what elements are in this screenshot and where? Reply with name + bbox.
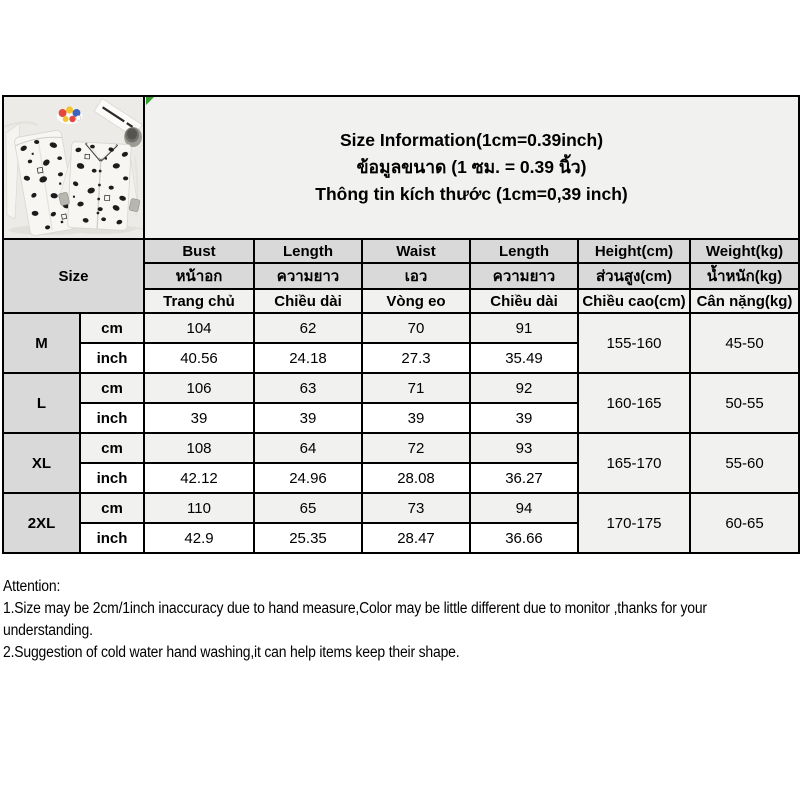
size-label-m: M [3, 313, 80, 373]
value-2xl-waist-cm: 73 [362, 493, 470, 523]
value-m-length2-inch: 35.49 [470, 343, 578, 373]
unit-label-cm: cm [80, 373, 144, 403]
unit-label-cm: cm [80, 433, 144, 463]
value-2xl-length-inch: 25.35 [254, 523, 362, 553]
unit-label-cm: cm [80, 493, 144, 523]
size-label-l: L [3, 373, 80, 433]
value-m-bust-inch: 40.56 [144, 343, 254, 373]
unit-label-cm: cm [80, 313, 144, 343]
column-header-length2-en: Length [470, 239, 578, 263]
header-row-english [3, 239, 799, 263]
size-label-xl: XL [3, 433, 80, 493]
column-header-weight-vi: Cân nặng(kg) [690, 289, 799, 313]
value-l-weight-range: 50-55 [690, 373, 799, 433]
attention-line-2: 2.Suggestion of cold water hand washing,it can help items keep their shape. [3, 644, 460, 661]
unit-label-inch: inch [80, 523, 144, 553]
value-2xl-length2-cm: 94 [470, 493, 578, 523]
value-xl-length2-inch: 36.27 [470, 463, 578, 493]
column-header-waist-en: Waist [362, 239, 470, 263]
value-m-length2-cm: 91 [470, 313, 578, 343]
value-l-length2-cm: 92 [470, 373, 578, 403]
product-photo-cell [3, 96, 144, 239]
value-m-waist-inch: 27.3 [362, 343, 470, 373]
attention-heading: Attention: [3, 578, 61, 595]
value-m-bust-cm: 104 [144, 313, 254, 343]
size-label-2xl: 2XL [3, 493, 80, 553]
column-header-waist-vi: Vòng eo [362, 289, 470, 313]
value-2xl-bust-cm: 110 [144, 493, 254, 523]
value-m-waist-cm: 70 [362, 313, 470, 343]
unit-label-inch: inch [80, 463, 144, 493]
attention-note [3, 576, 795, 664]
unit-label-inch: inch [80, 343, 144, 373]
size-header: Size [3, 239, 144, 313]
unit-label-inch: inch [80, 403, 144, 433]
attention-line-1-wrap: understanding. [3, 622, 93, 639]
value-xl-length-cm: 64 [254, 433, 362, 463]
title-line-vietnamese: Thông tin kích thước (1cm=0,39 inch) [315, 184, 628, 204]
value-xl-length2-cm: 93 [470, 433, 578, 463]
value-2xl-length-cm: 65 [254, 493, 362, 523]
column-header-height-en: Height(cm) [578, 239, 690, 263]
green-corner-marker-icon [146, 97, 154, 105]
value-l-bust-inch: 39 [144, 403, 254, 433]
column-header-height-vi: Chiều cao(cm) [578, 289, 690, 313]
column-header-length-th: ความยาว [254, 263, 362, 289]
size-information-title-cell [144, 96, 799, 239]
photo-title-row [3, 96, 799, 239]
value-m-length-inch: 24.18 [254, 343, 362, 373]
column-header-length2-th: ความยาว [470, 263, 578, 289]
column-header-waist-th: เอว [362, 263, 470, 289]
size-table [2, 95, 800, 554]
column-header-weight-th: น้ำหนัก(kg) [690, 263, 799, 289]
value-xl-height-range: 165-170 [578, 433, 690, 493]
value-m-length-cm: 62 [254, 313, 362, 343]
column-header-height-th: ส่วนสูง(cm) [578, 263, 690, 289]
product-photo [4, 97, 143, 238]
value-2xl-height-range: 170-175 [578, 493, 690, 553]
value-m-weight-range: 45-50 [690, 313, 799, 373]
column-header-length2-vi: Chiều dài [470, 289, 578, 313]
value-2xl-bust-inch: 42.9 [144, 523, 254, 553]
size-xl-cm-row [3, 433, 799, 463]
column-header-length-en: Length [254, 239, 362, 263]
column-header-bust-vi: Trang chủ [144, 289, 254, 313]
value-l-length2-inch: 39 [470, 403, 578, 433]
size-l-cm-row [3, 373, 799, 403]
title-line-thai: ข้อมูลขนาด (1 ซม. = 0.39 นิ้ว) [356, 157, 587, 177]
column-header-bust-th: หน้าอก [144, 263, 254, 289]
value-l-length-cm: 63 [254, 373, 362, 403]
value-xl-length-inch: 24.96 [254, 463, 362, 493]
value-xl-bust-cm: 108 [144, 433, 254, 463]
size-2xl-cm-row [3, 493, 799, 523]
value-l-waist-cm: 71 [362, 373, 470, 403]
value-xl-bust-inch: 42.12 [144, 463, 254, 493]
value-l-bust-cm: 106 [144, 373, 254, 403]
column-header-length-vi: Chiều dài [254, 289, 362, 313]
value-xl-waist-cm: 72 [362, 433, 470, 463]
value-2xl-waist-inch: 28.47 [362, 523, 470, 553]
value-xl-weight-range: 55-60 [690, 433, 799, 493]
title-line-english: Size Information(1cm=0.39inch) [339, 130, 604, 150]
value-m-height-range: 155-160 [578, 313, 690, 373]
value-2xl-weight-range: 60-65 [690, 493, 799, 553]
value-l-height-range: 160-165 [578, 373, 690, 433]
value-l-waist-inch: 39 [362, 403, 470, 433]
column-header-weight-en: Weight(kg) [690, 239, 799, 263]
column-header-bust-en: Bust [144, 239, 254, 263]
value-l-length-inch: 39 [254, 403, 362, 433]
attention-line-1: 1.Size may be 2cm/1inch inaccuracy due to hand measure,Color may be little different due to monitor ,thanks for your [3, 600, 707, 617]
value-2xl-length2-inch: 36.66 [470, 523, 578, 553]
size-m-cm-row [3, 313, 799, 343]
value-xl-waist-inch: 28.08 [362, 463, 470, 493]
